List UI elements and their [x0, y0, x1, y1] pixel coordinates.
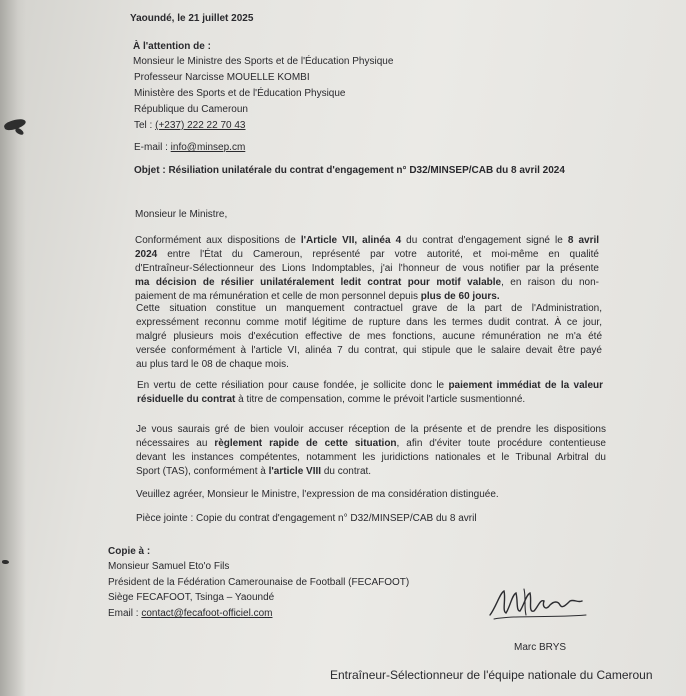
recipient-line: Professeur Narcisse MOUELLE KOMBI [134, 72, 310, 83]
subject-label: Objet : [134, 165, 169, 176]
phone-link[interactable]: (+237) 222 22 70 43 [155, 120, 246, 131]
phone-line [134, 119, 245, 133]
copy-email-link[interactable]: contact@fecafoot-officiel.com [141, 608, 273, 619]
phone-label: Tel : [134, 120, 156, 131]
recipient-line: Ministère des Sports et de l'Éducation Physique [134, 88, 346, 99]
signatory-title: Entraîneur-Sélectionneur de l'équipe nationale du Cameroun [330, 668, 653, 682]
copy-line: Monsieur Samuel Eto'o Fils [108, 561, 230, 572]
recipient-line: Monsieur le Ministre des Sports et de l'Éducation Physique [133, 56, 394, 67]
copy-email-label: Email : [108, 608, 142, 619]
recipient-line: République du Cameroun [134, 104, 248, 115]
attachment-line: Pièce jointe : Copie du contrat d'engagement n° D32/MINSEP/CAB du 8 avril [136, 513, 477, 524]
copy-line: Président de la Fédération Camerounaise de Football (FECAFOOT) [108, 577, 410, 588]
place-date: Yaoundé, le 21 juillet 2025 [130, 13, 254, 24]
subject-text: Résiliation unilatérale du contrat d'engagement n° D32/MINSEP/CAB du 8 avril 2024 [168, 165, 565, 176]
subject-line [134, 164, 565, 178]
paragraph-1: Conformément aux dispositions de l'Article VII, alinéa 4 du contrat d'engagement signé le 8 avril 2024 entre l'État du Cameroun, représenté par votre autorité, et moi-même en qualité d'Entraîneur-Sélectionneur des Lions Indomptables, j'ai l'honneur de vous notifier par la présente ma décision de résilier unilatéralement ledit contrat pour motif valable, en raison du non- paiement de ma rémunération et celle de mon personnel depuis plus de 60 jours. [135, 235, 600, 302]
paragraph-3: En vertu de cette résiliation pour cause fondée, je sollicite donc le paiement immédiat de la valeur résiduelle du contrat à titre de compensation, comme le prévoit l'article susmentionné. [137, 380, 604, 405]
handwritten-signature [486, 585, 592, 625]
copy-email-line [108, 607, 272, 621]
email-label: E-mail : [134, 142, 171, 153]
copy-line: Siège FECAFOOT, Tsinga – Yaoundé [108, 592, 275, 603]
signatory-name: Marc BRYS [514, 642, 567, 653]
paragraph-4: Je vous saurais gré de bien vouloir accuser réception de la présente et de prendre les dispositions nécessaires au règlement rapide de cette situation, afin d'éviter toute procédure contentieuse devant les instances compétentes, notamment les juridictions nationales et le Tribunal Arbitral du Sport (TAS), conformément à l'article VIII du contrat. [136, 424, 606, 477]
email-link[interactable]: info@minsep.cm [170, 142, 246, 153]
copy-label: Copie à : [108, 546, 151, 557]
closing-line: Veuillez agréer, Monsieur le Ministre, l'expression de ma considération distinguée. [136, 489, 499, 500]
salutation: Monsieur le Ministre, [135, 209, 228, 220]
paragraph-2: Cette situation constitue un manquement contractuel grave de la part de l'Administration, expressément reconnu comme motif légitime de rupture dans les termes dudit contrat. À ce jour, malgré plusieurs mois d'exécution effective de mes fonctions, aucune rémunération ne m'a été versée conformément à l'article VI, alinéa 7 du contrat, qui stipule que le salaire devait être payé au plus tard le 08 de chaque mois. [136, 303, 602, 370]
email-line [134, 141, 245, 155]
attention-label: À l'attention de : [133, 41, 211, 52]
